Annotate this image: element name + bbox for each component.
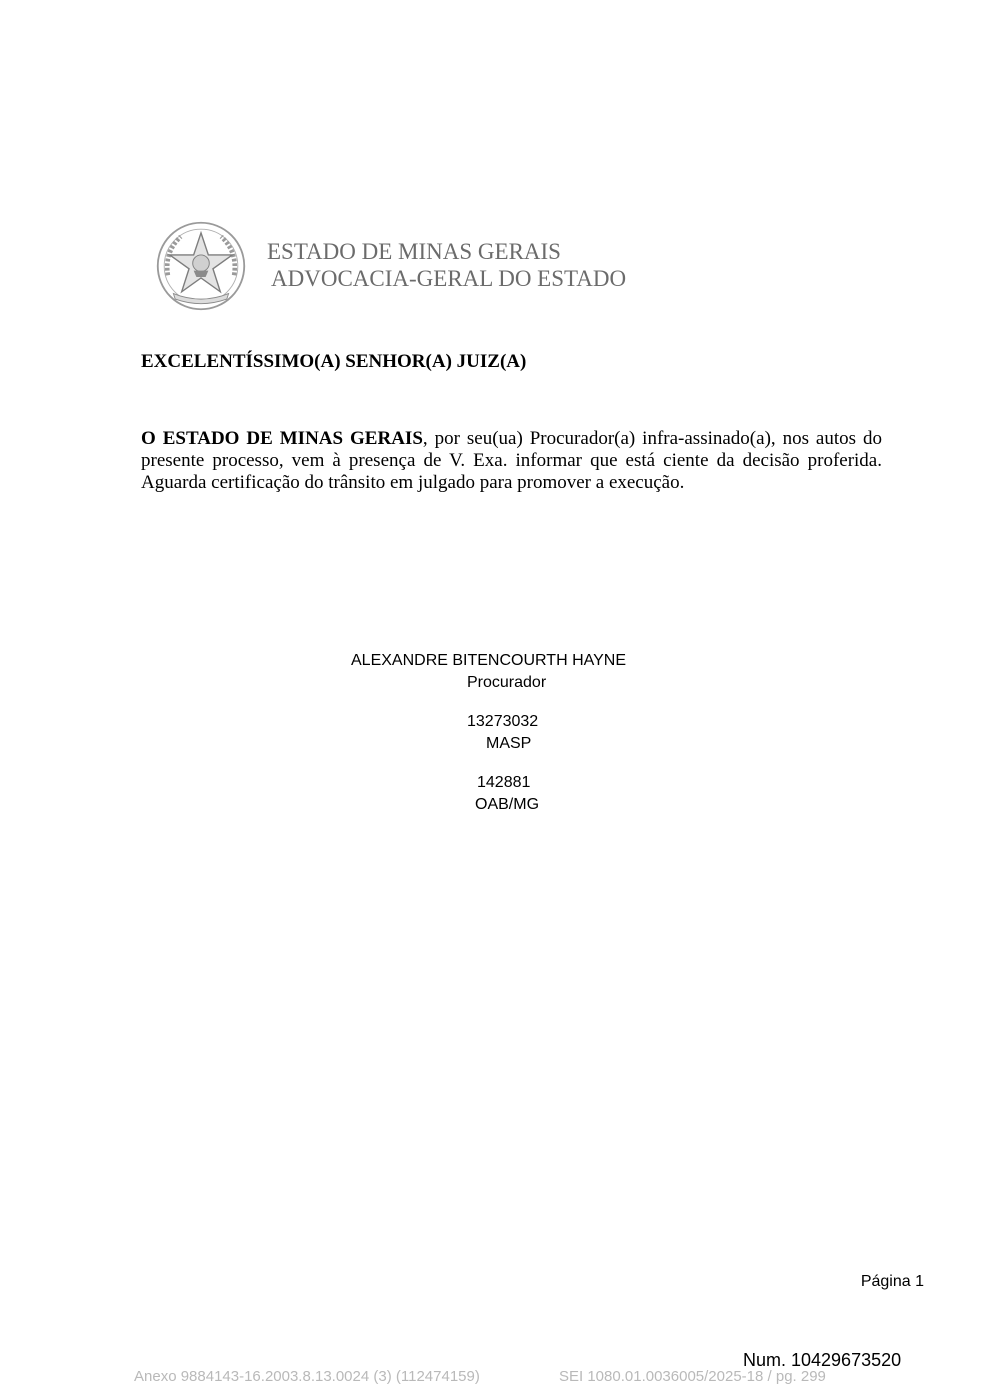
footer-sei: SEI 1080.01.0036005/2025-18 / pg. 299	[559, 1368, 826, 1385]
petition-body	[141, 428, 882, 494]
oab-label: OAB/MG	[475, 796, 540, 813]
petition-text: , por seu(ua) Procurador(a) infra-assinado(a), nos autos do presente processo, vem à presença de V. Exa. informar que está ciente da decisão proferida. Aguarda certificação do trânsito em julgado para promover a execução.	[141, 428, 882, 493]
letterhead-agency: ADVOCACIA-GERAL DO ESTADO	[271, 266, 627, 291]
coat-of-arms-icon	[155, 220, 247, 312]
masp-label: MASP	[486, 735, 532, 752]
letterhead-state: ESTADO DE MINAS GERAIS	[267, 239, 561, 264]
masp-number: 13273032	[467, 713, 539, 730]
oab-number: 142881	[477, 774, 531, 791]
document-number: Num. 10429673520	[743, 1350, 902, 1370]
letterhead	[267, 238, 626, 292]
signer-name: ALEXANDRE BITENCOURTH HAYNE	[351, 652, 627, 669]
addressee: EXCELENTÍSSIMO(A) SENHOR(A) JUIZ(A)	[141, 351, 527, 372]
footer-annex: Anexo 9884143-16.2003.8.13.0024 (3) (112474159)	[134, 1368, 480, 1385]
petition-lead: O ESTADO DE MINAS GERAIS	[141, 428, 423, 449]
signer-role: Procurador	[467, 674, 547, 691]
page-number: Página 1	[860, 1273, 924, 1290]
